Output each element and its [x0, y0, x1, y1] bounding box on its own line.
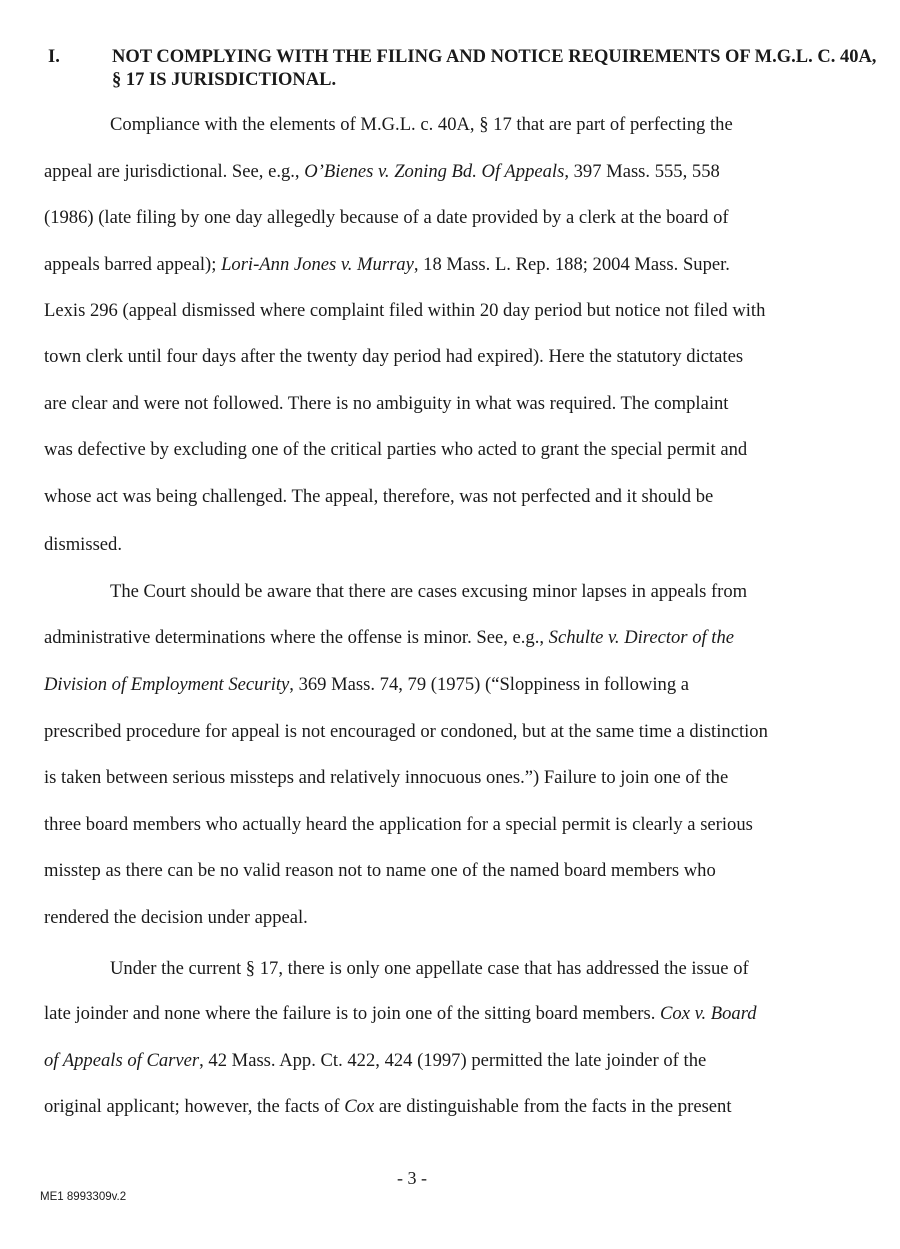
text-line: dismissed. — [44, 534, 122, 555]
page-number: - 3 - — [397, 1168, 427, 1188]
text-line: late joinder and none where the failure is to join one of the sitting board members. Cox v. Board — [44, 1003, 757, 1024]
text-line: is taken between serious missteps and relatively innocuous ones.”) Failure to join one of the — [44, 767, 729, 788]
text-line: town clerk until four days after the twenty day period had expired). Here the statutory dictates — [44, 346, 744, 367]
text-line: Under the current § 17, there is only one appellate case that has addressed the issue of — [110, 958, 749, 979]
text-line: appeals barred appeal); Lori-Ann Jones v. Murray, 18 Mass. L. Rep. 188; 2004 Mass. Super. — [44, 254, 730, 275]
text-line: (1986) (late filing by one day allegedly because of a date provided by a clerk at the board of — [44, 207, 729, 228]
document-id: ME1 8993309v.2 — [40, 1191, 127, 1203]
text-line: of Appeals of Carver, 42 Mass. App. Ct. 422, 424 (1997) permitted the late joinder of the — [44, 1050, 707, 1071]
text-line: original applicant; however, the facts of Cox are distinguishable from the facts in the present — [44, 1096, 732, 1117]
text-line: appeal are jurisdictional. See, e.g., O’Bienes v. Zoning Bd. Of Appeals, 397 Mass. 555, 558 — [44, 161, 720, 182]
text-line: Division of Employment Security, 369 Mass. 74, 79 (1975) (“Sloppiness in following a — [44, 674, 690, 695]
text-line: Compliance with the elements of M.G.L. c. 40A, § 17 that are part of perfecting the — [110, 114, 733, 135]
text-line: are clear and were not followed. There is no ambiguity in what was required. The complaint — [44, 393, 729, 414]
text-line: The Court should be aware that there are cases excusing minor lapses in appeals from — [110, 581, 748, 602]
text-line: Lexis 296 (appeal dismissed where complaint filed within 20 day period but notice not filed with — [44, 300, 766, 321]
text-line: administrative determinations where the offense is minor. See, e.g., Schulte v. Director of the — [44, 627, 735, 648]
text-line: whose act was being challenged. The appeal, therefore, was not perfected and it should be — [44, 486, 714, 507]
section-title: NOT COMPLYING WITH THE FILING AND NOTICE REQUIREMENTS OF M.G.L. C. 40A, § 17 IS JURISDICTIONAL. — [112, 47, 877, 90]
text-line: prescribed procedure for appeal is not encouraged or condoned, but at the same time a distinction — [44, 721, 768, 742]
text-line: misstep as there can be no valid reason not to name one of the named board members who — [44, 860, 716, 881]
section-number: I. — [48, 47, 60, 67]
text-line: was defective by excluding one of the critical parties who acted to grant the special permit and — [44, 439, 748, 460]
text-line: three board members who actually heard the application for a special permit is clearly a serious — [44, 814, 753, 835]
text-line: rendered the decision under appeal. — [44, 907, 308, 928]
